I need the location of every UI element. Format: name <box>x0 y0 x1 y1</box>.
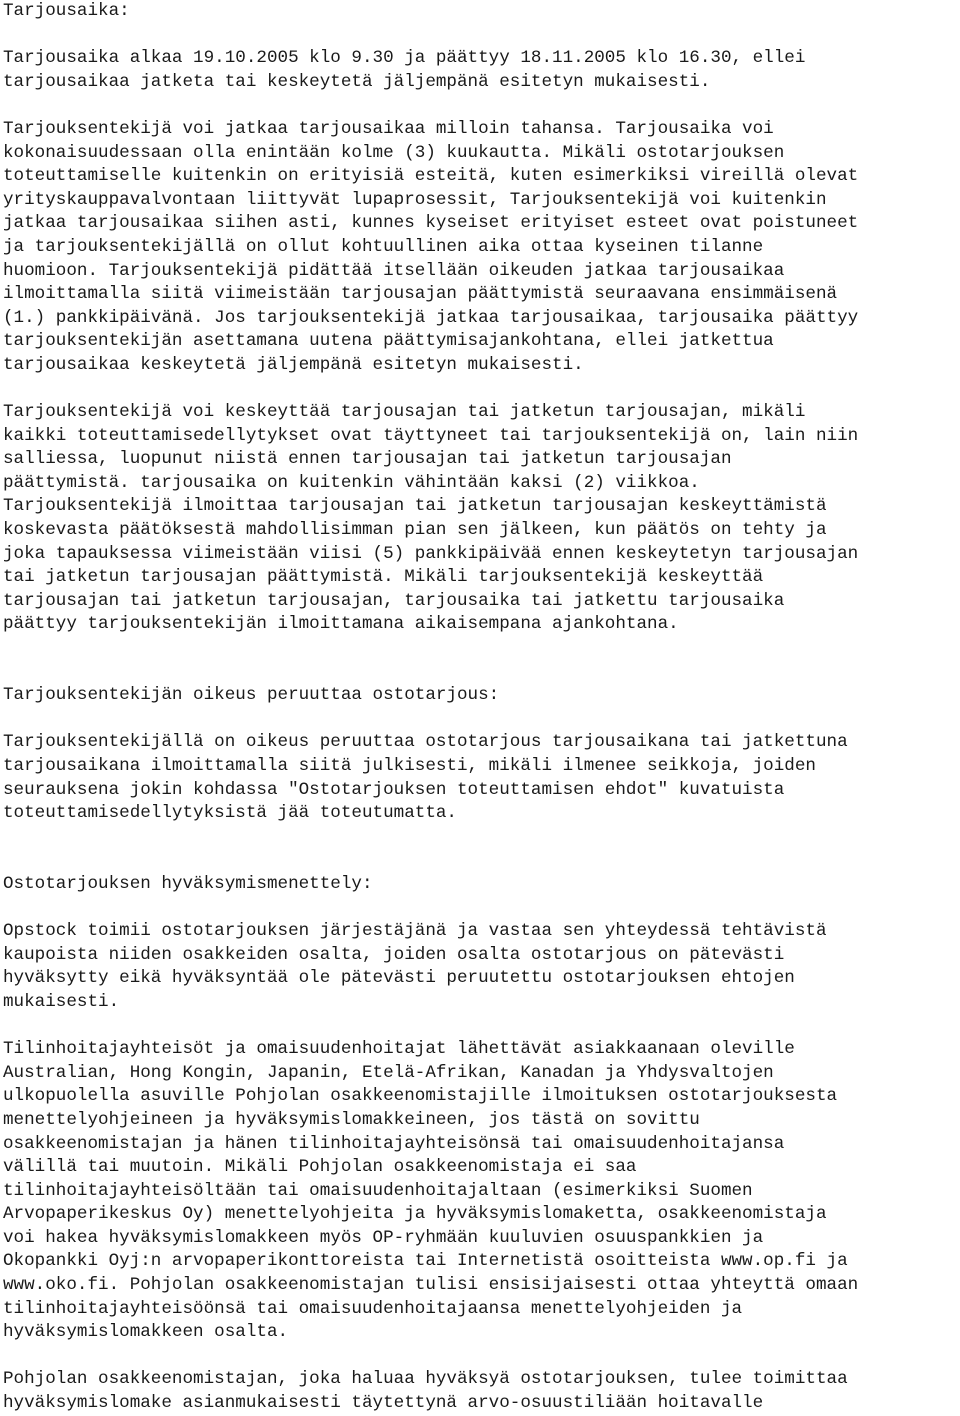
text-line: tarjousaikana ilmoittamalla siitä julkisesti, mikäli ilmenee seikkoja, joiden <box>3 756 816 776</box>
text-line: päättymistä. tarjousaika on kuitenkin vähintään kaksi (2) viikkoa. <box>3 472 700 493</box>
text-line: ilmoittamalla siitä viimeistään tarjousajan päättymistä seuraavana ensimmäisenä <box>3 284 838 305</box>
text-line: hyväksymislomake asianmukaisesti täytettynä arvo-osuustiliään hoitavalle <box>3 1393 764 1414</box>
text-line: jatkaa tarjousaikaa siihen asti, kunnes kyseiset erityiset esteet ovat poistuneet <box>3 213 859 234</box>
text-line: tarjousaikaa jatketa tai keskeytetä jäljempänä esitetyn mukaisesti. <box>3 71 711 92</box>
text-line: tilinhoitajayhteisöltään tai omaisuudenhoitajaltaan (esimerkiksi Suomen <box>3 1180 753 1201</box>
text-line: Arvopaperikeskus Oy) menettelyohjeita ja hyväksymislomaketta, osakkeenomistaja <box>3 1204 827 1225</box>
text-line: tarjousajan tai jatketun tarjousajan, tarjousaika tai jatkettu tarjousaika <box>3 590 785 611</box>
text-line: tilinhoitajayhteisöönsä tai omaisuudenhoitajaansa menettelyohjeiden ja <box>3 1298 743 1319</box>
section-heading-hyvaksymismenettely: Ostotarjouksen hyväksymismenettely: <box>3 873 373 894</box>
text-line: Tarjousaika alkaa 19.10.2005 klo 9.30 ja päättyy 18.11.2005 klo 16.30, ellei <box>3 48 806 69</box>
text-line: osakkeenomistajan ja hänen tilinhoitajayhteisönsä tai omaisuudenhoitajansa <box>3 1133 785 1154</box>
text-line: välillä tai muutoin. Mikäli Pohjolan osakkeenomistaja ei saa <box>3 1157 637 1178</box>
section-spacer <box>3 637 958 684</box>
section-heading-peruutusoikeus: Tarjouksentekijän oikeus peruuttaa ostotarjous: <box>3 685 500 706</box>
paragraph-spacer <box>3 378 958 402</box>
text-line: päättyy tarjouksentekijän ilmoittamana aikaisempana ajankohtana. <box>3 614 679 635</box>
text-line: (1.) pankkipäivänä. Jos tarjouksentekijä jatkaa tarjousaikaa, tarjousaika päättyy <box>3 307 859 328</box>
text-line: huomioon. Tarjouksentekijä pidättää itsellään oikeuden jatkaa tarjousaikaa <box>3 260 785 281</box>
paragraph <box>3 1038 958 1345</box>
paragraph <box>3 920 958 1014</box>
text-line: Pohjolan osakkeenomistajan, joka haluaa hyväksyä ostotarjouksen, tulee toimittaa <box>3 1369 848 1390</box>
text-line: joka tapauksessa viimeistään viisi (5) pankkipäivää ennen keskeytetyn tarjousajan <box>3 543 859 564</box>
section-spacer <box>3 826 958 873</box>
text-line: toteuttamisedellytyksistä jää toteutumatta. <box>3 803 457 824</box>
text-line: Tarjouksentekijä voi keskeyttää tarjousajan tai jatketun tarjousajan, mikäli <box>3 402 806 423</box>
document-body <box>3 0 958 1416</box>
text-line: www.oko.fi. Pohjolan osakkeenomistajan tulisi ensisijaisesti ottaa yhteyttä omaan <box>3 1275 859 1296</box>
text-line: kokonaisuudessaan olla enintään kolme (3) kuukautta. Mikäli ostotarjouksen <box>3 142 785 163</box>
text-line: hyväksytty eikä hyväksyntää ole pätevästi peruutettu ostotarjouksen ehtojen <box>3 968 795 989</box>
text-line: kaikki toteuttamisedellytykset ovat täyttyneet tai tarjouksentekijä on, lain niin <box>3 425 859 446</box>
paragraph <box>3 731 958 825</box>
text-line: Australian, Hong Kongin, Japanin, Etelä-Afrikan, Kanadan ja Yhdysvaltojen <box>3 1062 774 1083</box>
paragraph <box>3 47 958 94</box>
paragraph-spacer <box>3 94 958 118</box>
section-heading-tarjousaika: Tarjousaika: <box>3 1 130 21</box>
text-line: Opstock toimii ostotarjouksen järjestäjänä ja vastaa sen yhteydessä tehtävistä <box>3 921 827 942</box>
text-line: yrityskauppavalvontaan liittyvät lupaprosessit, Tarjouksentekijä voi kuitenkin <box>3 189 827 210</box>
paragraph-spacer <box>3 897 958 921</box>
paragraph <box>3 401 958 637</box>
paragraph <box>3 1368 958 1415</box>
text-line: hyväksymislomakkeen osalta. <box>3 1322 289 1343</box>
text-line: voi hakea hyväksymislomakkeen myös OP-ryhmään kuuluvien osuuspankkien ja <box>3 1227 764 1248</box>
text-line: mukaisesti. <box>3 991 120 1012</box>
text-line: menettelyohjeineen ja hyväksymislomakkeineen, jos tästä on sovittu <box>3 1109 700 1130</box>
text-line: ulkopuolella asuville Pohjolan osakkeenomistajille ilmoituksen ostotarjouksesta <box>3 1086 838 1107</box>
text-line: toteuttamiselle kuitenkin on erityisiä esteitä, kuten esimerkiksi vireillä olevat <box>3 166 859 187</box>
text-line: Tilinhoitajayhteisöt ja omaisuudenhoitajat lähettävät asiakkaanaan oleville <box>3 1039 795 1060</box>
text-line: tarjouksentekijän asettamana uutena päättymisajankohtana, ellei jatkettua <box>3 331 774 352</box>
text-line: seurauksena jokin kohdassa "Ostotarjouksen toteuttamisen ehdot" kuvatuista <box>3 779 785 800</box>
paragraph <box>3 118 958 378</box>
paragraph-spacer <box>3 24 958 48</box>
text-line: ja tarjouksentekijällä on ollut kohtuullinen aika ottaa kyseinen tilanne <box>3 236 764 257</box>
text-line: koskevasta päätöksestä mahdollisimman pian sen jälkeen, kun päätös on tehty ja <box>3 520 827 541</box>
text-line: Tarjouksentekijä ilmoittaa tarjousajan tai jatketun tarjousajan keskeyttämistä <box>3 496 827 517</box>
text-line: salliessa, luopunut niistä ennen tarjousajan tai jatketun tarjousajan <box>3 449 732 470</box>
text-line: tai jatketun tarjousajan päättymistä. Mikäli tarjouksentekijä keskeyttää <box>3 567 764 588</box>
paragraph-spacer <box>3 1345 958 1369</box>
text-line: Tarjouksentekijä voi jatkaa tarjousaikaa milloin tahansa. Tarjousaika voi <box>3 118 774 139</box>
text-line: kaupoista niiden osakkeiden osalta, joiden osalta ostotarjous on pätevästi <box>3 944 785 965</box>
paragraph-spacer <box>3 708 958 732</box>
text-line: tarjousaikaa keskeytetä jäljempänä esitetyn mukaisesti. <box>3 354 584 375</box>
text-line: Tarjouksentekijällä on oikeus peruuttaa ostotarjous tarjousaikana tai jatkettuna <box>3 732 848 753</box>
text-line: Okopankki Oyj:n arvopaperikonttoreista tai Internetistä osoitteista www.op.fi ja <box>3 1251 848 1272</box>
paragraph-spacer <box>3 1015 958 1039</box>
